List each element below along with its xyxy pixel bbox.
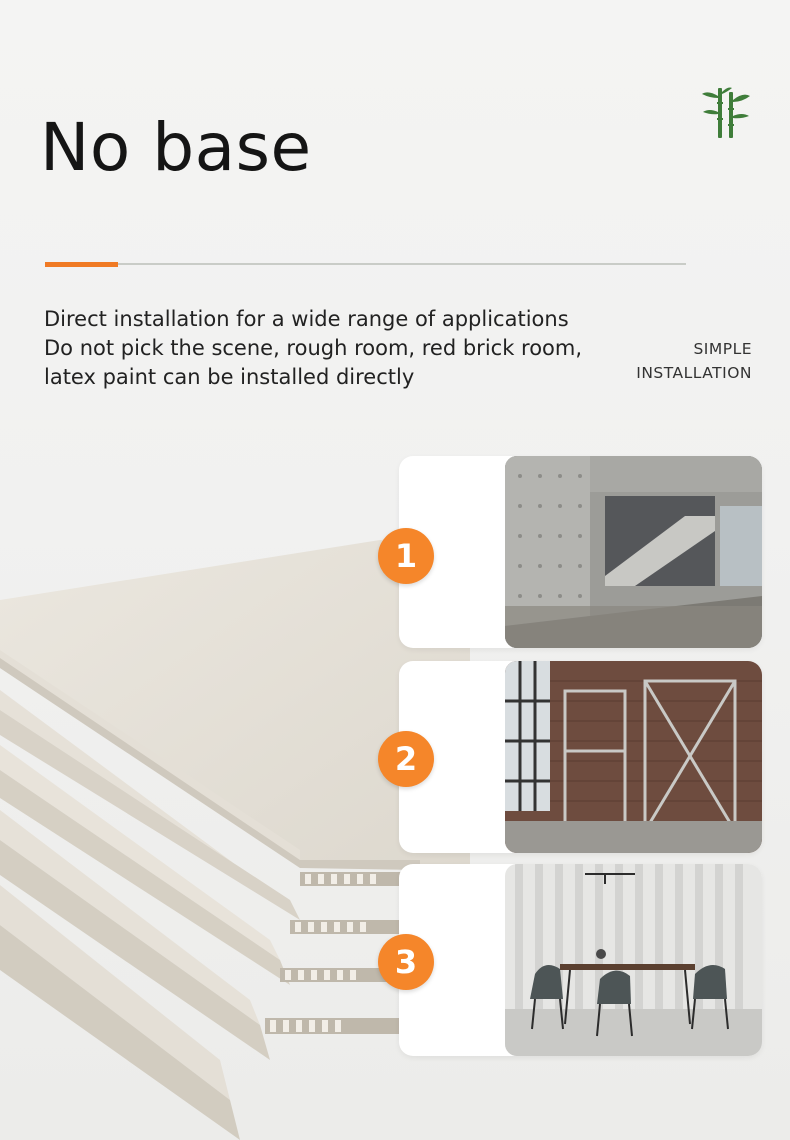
divider-accent [45,262,118,267]
rough-concrete-room-photo [505,456,762,648]
side-label-line-1: SIMPLE [693,340,752,358]
step-badge-1: 1 [378,528,434,584]
description-line-2: Do not pick the scene, rough room, red brick room, [44,336,583,360]
step-card-2 [399,661,762,853]
bamboo-icon [700,86,752,140]
latex-painted-dining-room-photo [505,864,762,1056]
description [44,305,624,392]
step-card-1 [399,456,762,648]
red-brick-room-photo [505,661,762,853]
step-badge-3: 3 [378,934,434,990]
step-badge-2: 2 [378,731,434,787]
side-label [600,337,752,385]
page-title: No base [40,109,312,186]
divider-line [45,263,686,265]
description-line-1: Direct installation for a wide range of applications [44,307,569,331]
side-label-line-2: INSTALLATION [636,364,752,382]
description-line-3: latex paint can be installed directly [44,365,415,389]
step-card-3 [399,864,762,1056]
